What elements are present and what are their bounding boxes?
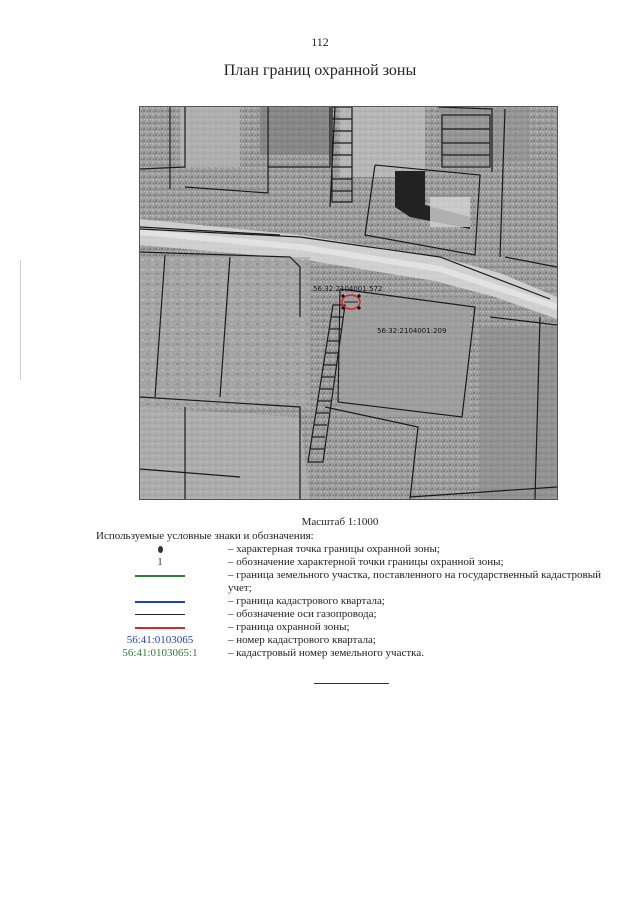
legend-symbol [96, 634, 224, 647]
legend-symbol-text: 56:41:0103065 [126, 634, 194, 646]
legend-description: – обозначение оси газопровода; [228, 608, 377, 620]
line-symbol-icon [135, 627, 185, 629]
legend-row [96, 543, 606, 556]
building [260, 107, 330, 155]
legend-symbol-text: 56:41:0103065:1 [122, 647, 198, 659]
boundary-point [341, 294, 344, 297]
legend-description: – характерная точка границы охранной зоны; [228, 543, 440, 555]
point-marker-icon [158, 546, 163, 553]
legend-description: – обозначение характерной точки границы охранной зоны; [228, 556, 504, 568]
legend-row [96, 595, 606, 608]
scan-artifact-line [20, 260, 21, 380]
legend-symbol [96, 621, 224, 634]
legend-symbol [96, 556, 224, 569]
legend-symbol [96, 543, 224, 556]
legend-symbol-text: 1 [157, 556, 163, 568]
legend-symbol [96, 595, 224, 608]
legend-heading: Используемые условные знаки и обозначения: [96, 530, 314, 542]
legend-symbol [96, 608, 224, 621]
legend-row [96, 647, 606, 660]
page-title: План границ охранной зоны [223, 62, 417, 79]
legend-symbol [96, 647, 224, 660]
field [340, 297, 470, 417]
map-view[interactable] [139, 106, 558, 500]
boundary-point [357, 294, 360, 297]
legend-row [96, 634, 606, 647]
legend [96, 543, 606, 660]
field [480, 327, 557, 499]
legend-symbol [96, 569, 224, 582]
page-number: 112 [311, 35, 329, 49]
parcel-label-209: 56:32:2104001:209 [377, 327, 447, 335]
legend-row [96, 608, 606, 621]
legend-row [96, 569, 606, 595]
legend-description: – граница охранной зоны; [228, 621, 350, 633]
building [430, 197, 470, 227]
boundary-point [341, 306, 344, 309]
parcel-label-572: 56:32:2104001:572 [313, 285, 383, 293]
building [340, 107, 425, 177]
legend-description: – номер кадастрового квартала; [228, 634, 376, 646]
legend-row [96, 621, 606, 634]
line-symbol-icon [135, 601, 185, 603]
legend-description: – кадастровый номер земельного участка. [228, 647, 424, 659]
legend-description: – граница кадастрового квартала; [228, 595, 385, 607]
aerial-map [140, 107, 557, 499]
footer-divider [314, 683, 389, 684]
building [180, 107, 240, 167]
line-symbol-icon [135, 575, 185, 577]
legend-row [96, 556, 606, 569]
field [140, 407, 310, 499]
map-scale: Масштаб 1:1000 [301, 516, 379, 528]
legend-description: – граница земельного участка, поставленного на государственный кадастровый учет; [228, 569, 601, 594]
boundary-point [357, 306, 360, 309]
line-symbol-icon [135, 614, 185, 615]
